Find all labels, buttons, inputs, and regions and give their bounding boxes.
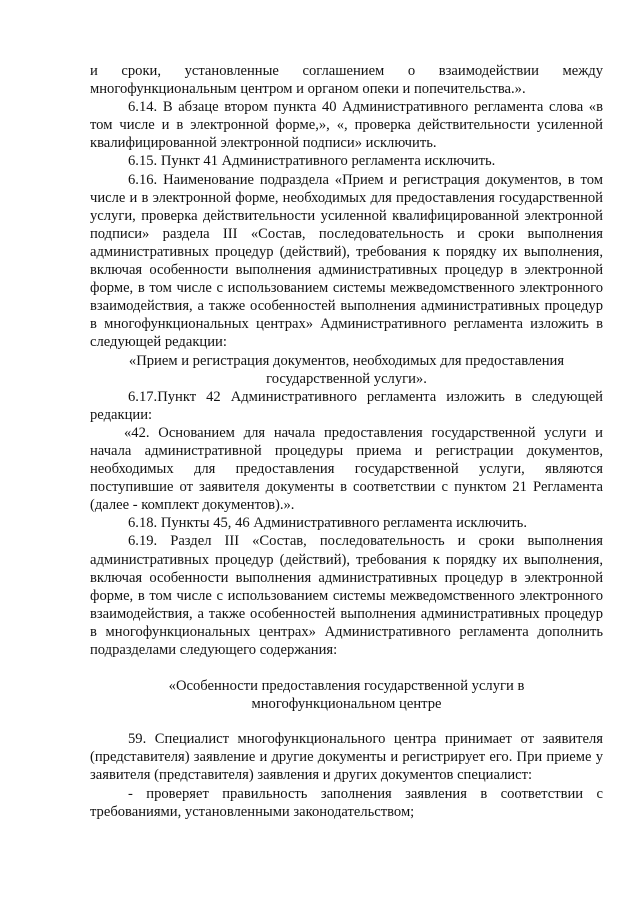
subsection-title-quote: «Прием и регистрация документов, необходимых для предоставления государственной услуги». <box>128 352 565 387</box>
paragraph-42-quote: «42. Основанием для начала предоставления государственной услуги и начала административной процедуры приема и регистрации документов, необходимых для предоставления государственной услуги, являются поступившие от заявителя документы в соответствии с пунктом 21 Регламента (далее - комплект документов).». <box>90 424 603 514</box>
spacer <box>90 659 603 677</box>
paragraph-6-14: 6.14. В абзаце втором пункта 40 Административного регламента слова «в том числе и в электронной форме,», «, проверка действительности усиленной квалифицированной электронной подписи» исключить. <box>90 99 603 152</box>
paragraph-6-16: 6.16. Наименование подраздела «Прием и регистрация документов, в том числе и в электронной форме, необходимых для предоставления государственной услуги, проверка действительности усиленной квалифицированной электронной подписи» раздела III «Состав, последовательность и сроки выполнения административных процедур (действий), требования к порядку их выполнения, включая особенности выполнения административных процедур в электронной форме, в том числе с использованием системы межведомственного электронного взаимодействия, а также особенностей выполнения административных процедур в многофункциональных центрах» Административного регламента изложить в следующей редакции: <box>90 171 603 351</box>
list-item-check: - проверяет правильность заполнения заявления в соответствии с требованиями, установленными законодательством; <box>90 785 603 820</box>
paragraph-6-19: 6.19. Раздел III «Состав, последовательность и сроки выполнения административных процедур (действий), требования к порядку их выполнения, включая особенности выполнения административных процедур в электронной форме, в том числе с использованием системы межведомственного электронного взаимодействия, а также особенностей выполнения административных процедур в многофункциональных центрах» Административного регламента дополнить подразделами следующего содержания: <box>90 533 603 658</box>
subsection-heading: «Особенности предоставления государственной услуги в многофункциональном центре <box>168 678 525 713</box>
paragraph-continuation: и сроки, установленные соглашением о взаимодействии между многофункциональным центром и органом опеки и попечительства.». <box>90 63 603 98</box>
paragraph-6-15: 6.15. Пункт 41 Административного регламента исключить. <box>128 153 496 170</box>
paragraph-6-18: 6.18. Пункты 45, 46 Административного регламента исключить. <box>128 515 527 532</box>
document-page <box>90 62 603 821</box>
paragraph-59: 59. Специалист многофункционального центра принимает от заявителя (представителя) заявление и другие документы и регистрирует его. При приеме у заявителя (представителя) заявления и других документов специалист: <box>90 731 603 784</box>
paragraph-6-17: 6.17.Пункт 42 Административного регламента изложить в следующей редакции: <box>90 388 603 423</box>
spacer <box>90 713 603 730</box>
